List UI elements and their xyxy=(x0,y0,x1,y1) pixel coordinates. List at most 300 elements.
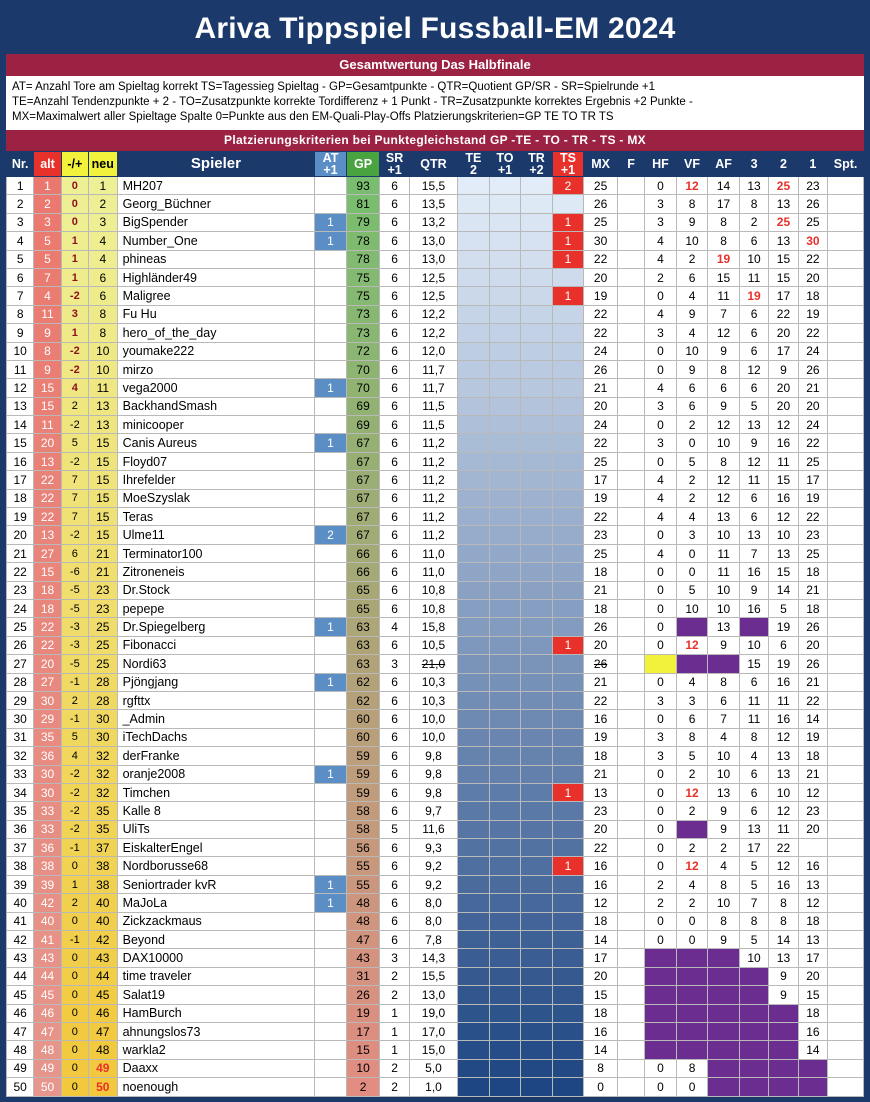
col-at-sub: +1 xyxy=(323,163,338,177)
cell-to xyxy=(489,655,521,673)
cell-2: 15 xyxy=(769,268,798,286)
cell-1: 23 xyxy=(798,177,827,195)
cell-sr: 6 xyxy=(380,636,409,654)
cell-to xyxy=(489,986,521,1004)
cell-te xyxy=(458,986,490,1004)
cell-spt xyxy=(828,636,864,654)
cell-3: 6 xyxy=(739,305,768,323)
cell-qtr: 12,2 xyxy=(409,305,457,323)
cell-tr xyxy=(521,287,553,305)
cell-af: 19 xyxy=(708,250,740,268)
cell-neu: 28 xyxy=(88,691,117,709)
cell-gp: 65 xyxy=(346,581,380,599)
cell-f xyxy=(617,508,644,526)
cell-diff: -1 xyxy=(61,673,88,691)
table-row xyxy=(7,324,864,342)
cell-3: 8 xyxy=(739,728,768,746)
cell-2: 13 xyxy=(769,747,798,765)
cell-spt xyxy=(828,765,864,783)
cell-to xyxy=(489,195,521,213)
cell-f xyxy=(617,232,644,250)
cell-af xyxy=(708,1059,740,1077)
cell-qtr: 8,0 xyxy=(409,894,457,912)
cell-mx: 14 xyxy=(584,1041,618,1059)
cell-mx: 22 xyxy=(584,250,618,268)
cell-nr: 26 xyxy=(7,636,34,654)
cell-name: iTechDachs xyxy=(117,728,315,746)
cell-3: 13 xyxy=(739,820,768,838)
cell-alt: 22 xyxy=(34,618,61,636)
cell-spt xyxy=(828,434,864,452)
cell-qtr: 13,0 xyxy=(409,250,457,268)
cell-gp: 15 xyxy=(346,1041,380,1059)
cell-diff: -2 xyxy=(61,452,88,470)
cell-af xyxy=(708,1004,740,1022)
cell-ts: 1 xyxy=(552,213,584,231)
cell-1: 26 xyxy=(798,360,827,378)
cell-nr: 21 xyxy=(7,544,34,562)
cell-3: 6 xyxy=(739,802,768,820)
cell-neu: 15 xyxy=(88,526,117,544)
cell-nr: 22 xyxy=(7,563,34,581)
table-row xyxy=(7,1041,864,1059)
cell-name: pepepe xyxy=(117,599,315,617)
cell-gp: 70 xyxy=(346,379,380,397)
cell-vf xyxy=(676,655,708,673)
cell-af: 10 xyxy=(708,581,740,599)
cell-nr: 32 xyxy=(7,747,34,765)
cell-qtr: 11,0 xyxy=(409,544,457,562)
col-ts-sub: +1 xyxy=(560,163,576,177)
cell-ts xyxy=(552,820,584,838)
cell-spt xyxy=(828,802,864,820)
cell-name: time traveler xyxy=(117,967,315,985)
cell-mx: 23 xyxy=(584,526,618,544)
cell-2: 19 xyxy=(769,618,798,636)
cell-3: 8 xyxy=(739,912,768,930)
cell-f xyxy=(617,287,644,305)
cell-spt xyxy=(828,526,864,544)
cell-te xyxy=(458,563,490,581)
cell-3: 10 xyxy=(739,250,768,268)
cell-af: 8 xyxy=(708,452,740,470)
cell-qtr: 9,2 xyxy=(409,857,457,875)
cell-name: Nordborusse68 xyxy=(117,857,315,875)
cell-af: 9 xyxy=(708,820,740,838)
cell-tr xyxy=(521,416,553,434)
cell-te xyxy=(458,250,490,268)
cell-alt: 47 xyxy=(34,1022,61,1040)
cell-name: warkla2 xyxy=(117,1041,315,1059)
cell-3: 9 xyxy=(739,581,768,599)
cell-2: 12 xyxy=(769,416,798,434)
cell-spt xyxy=(828,452,864,470)
cell-qtr: 11,0 xyxy=(409,563,457,581)
col-2: 2 xyxy=(769,152,798,177)
cell-mx: 25 xyxy=(584,452,618,470)
cell-neu: 30 xyxy=(88,710,117,728)
cell-alt: 9 xyxy=(34,360,61,378)
table-row xyxy=(7,783,864,801)
cell-sr: 6 xyxy=(380,765,409,783)
cell-alt: 39 xyxy=(34,875,61,893)
cell-ts xyxy=(552,728,584,746)
cell-alt: 36 xyxy=(34,839,61,857)
cell-name: oranje2008 xyxy=(117,765,315,783)
cell-1: 14 xyxy=(798,1041,827,1059)
cell-ts xyxy=(552,379,584,397)
cell-hf: 0 xyxy=(645,581,677,599)
cell-spt xyxy=(828,857,864,875)
cell-f xyxy=(617,1041,644,1059)
cell-af: 14 xyxy=(708,177,740,195)
cell-1: 12 xyxy=(798,783,827,801)
cell-at xyxy=(315,416,347,434)
col-1: 1 xyxy=(798,152,827,177)
cell-tr xyxy=(521,1022,553,1040)
cell-name: DAX10000 xyxy=(117,949,315,967)
cell-at xyxy=(315,581,347,599)
cell-diff: 0 xyxy=(61,949,88,967)
table-row xyxy=(7,986,864,1004)
cell-f xyxy=(617,931,644,949)
cell-spt xyxy=(828,655,864,673)
cell-ts xyxy=(552,1059,584,1077)
cell-nr: 1 xyxy=(7,177,34,195)
table-row xyxy=(7,747,864,765)
cell-sr: 6 xyxy=(380,452,409,470)
cell-mx: 25 xyxy=(584,544,618,562)
cell-te xyxy=(458,599,490,617)
cell-hf: 0 xyxy=(645,820,677,838)
cell-f xyxy=(617,599,644,617)
cell-hf: 4 xyxy=(645,471,677,489)
cell-af: 13 xyxy=(708,508,740,526)
cell-hf: 0 xyxy=(645,857,677,875)
cell-name: Highländer49 xyxy=(117,268,315,286)
cell-neu: 4 xyxy=(88,232,117,250)
cell-qtr: 11,2 xyxy=(409,471,457,489)
cell-te xyxy=(458,1078,490,1096)
cell-f xyxy=(617,986,644,1004)
cell-mx: 16 xyxy=(584,875,618,893)
cell-hf xyxy=(645,967,677,985)
cell-vf xyxy=(676,1004,708,1022)
col-af: AF xyxy=(708,152,740,177)
cell-1: 20 xyxy=(798,397,827,415)
cell-tr xyxy=(521,452,553,470)
cell-at xyxy=(315,544,347,562)
cell-sr: 2 xyxy=(380,986,409,1004)
cell-2: 11 xyxy=(769,820,798,838)
cell-diff: 1 xyxy=(61,268,88,286)
cell-af: 8 xyxy=(708,360,740,378)
cell-te xyxy=(458,1004,490,1022)
cell-at xyxy=(315,1004,347,1022)
cell-f xyxy=(617,894,644,912)
cell-nr: 46 xyxy=(7,1004,34,1022)
table-row xyxy=(7,875,864,893)
cell-spt xyxy=(828,379,864,397)
cell-at xyxy=(315,747,347,765)
col-sr-sub: +1 xyxy=(387,163,402,177)
cell-1: 24 xyxy=(798,416,827,434)
cell-ts xyxy=(552,195,584,213)
cell-diff: -1 xyxy=(61,839,88,857)
cell-3: 7 xyxy=(739,544,768,562)
cell-nr: 16 xyxy=(7,452,34,470)
cell-2: 5 xyxy=(769,599,798,617)
standings-table xyxy=(6,151,864,1097)
cell-alt: 15 xyxy=(34,379,61,397)
table-row xyxy=(7,544,864,562)
cell-mx: 21 xyxy=(584,379,618,397)
cell-to xyxy=(489,250,521,268)
cell-sr: 6 xyxy=(380,471,409,489)
cell-1: 18 xyxy=(798,912,827,930)
page-title: Ariva Tippspiel Fussball-EM 2024 xyxy=(6,6,864,54)
cell-f xyxy=(617,1004,644,1022)
cell-ts xyxy=(552,599,584,617)
cell-ts: 1 xyxy=(552,287,584,305)
cell-neu: 40 xyxy=(88,912,117,930)
table-row xyxy=(7,820,864,838)
cell-gp: 73 xyxy=(346,305,380,323)
cell-1: 19 xyxy=(798,305,827,323)
cell-diff: 0 xyxy=(61,195,88,213)
cell-2: 9 xyxy=(769,967,798,985)
cell-gp: 67 xyxy=(346,471,380,489)
cell-mx: 20 xyxy=(584,268,618,286)
cell-vf: 3 xyxy=(676,526,708,544)
cell-hf: 2 xyxy=(645,268,677,286)
cell-hf: 0 xyxy=(645,342,677,360)
cell-mx: 8 xyxy=(584,1059,618,1077)
cell-qtr: 13,5 xyxy=(409,195,457,213)
cell-neu: 1 xyxy=(88,177,117,195)
cell-vf: 4 xyxy=(676,324,708,342)
cell-to xyxy=(489,1059,521,1077)
cell-alt: 20 xyxy=(34,434,61,452)
cell-neu: 8 xyxy=(88,324,117,342)
cell-alt: 11 xyxy=(34,305,61,323)
cell-name: HamBurch xyxy=(117,1004,315,1022)
cell-sr: 4 xyxy=(380,618,409,636)
col-te-sub: 2 xyxy=(469,163,477,177)
cell-name: MoeSzyslak xyxy=(117,489,315,507)
cell-ts xyxy=(552,765,584,783)
cell-2: 8 xyxy=(769,894,798,912)
cell-vf: 5 xyxy=(676,581,708,599)
cell-name: _Admin xyxy=(117,710,315,728)
cell-1: 20 xyxy=(798,636,827,654)
cell-sr: 6 xyxy=(380,544,409,562)
cell-nr: 41 xyxy=(7,912,34,930)
cell-gp: 55 xyxy=(346,857,380,875)
col-tr-label: TR xyxy=(528,151,545,165)
cell-hf: 2 xyxy=(645,894,677,912)
cell-te xyxy=(458,710,490,728)
cell-tr xyxy=(521,1041,553,1059)
cell-nr: 43 xyxy=(7,949,34,967)
cell-qtr: 12,5 xyxy=(409,268,457,286)
cell-1: 22 xyxy=(798,508,827,526)
cell-to xyxy=(489,931,521,949)
cell-te xyxy=(458,912,490,930)
cell-name: Seniortrader kvR xyxy=(117,875,315,893)
cell-neu: 15 xyxy=(88,471,117,489)
cell-f xyxy=(617,268,644,286)
cell-to xyxy=(489,563,521,581)
cell-hf: 4 xyxy=(645,305,677,323)
cell-1: 22 xyxy=(798,691,827,709)
cell-nr: 19 xyxy=(7,508,34,526)
cell-af: 11 xyxy=(708,563,740,581)
cell-af: 10 xyxy=(708,434,740,452)
cell-hf: 0 xyxy=(645,416,677,434)
cell-2: 17 xyxy=(769,287,798,305)
cell-1 xyxy=(798,1078,827,1096)
cell-gp: 48 xyxy=(346,894,380,912)
cell-spt xyxy=(828,1004,864,1022)
cell-vf: 9 xyxy=(676,305,708,323)
cell-vf: 12 xyxy=(676,177,708,195)
cell-qtr: 1,0 xyxy=(409,1078,457,1096)
cell-to xyxy=(489,268,521,286)
cell-af: 4 xyxy=(708,857,740,875)
cell-qtr: 11,5 xyxy=(409,416,457,434)
table-row xyxy=(7,931,864,949)
cell-sr: 6 xyxy=(380,875,409,893)
cell-2: 12 xyxy=(769,857,798,875)
col-qtr: QTR xyxy=(409,152,457,177)
cell-diff: 1 xyxy=(61,232,88,250)
cell-at xyxy=(315,563,347,581)
cell-diff: -1 xyxy=(61,710,88,728)
cell-1: 21 xyxy=(798,379,827,397)
cell-spt xyxy=(828,839,864,857)
cell-nr: 18 xyxy=(7,489,34,507)
cell-at: 1 xyxy=(315,765,347,783)
cell-diff: 0 xyxy=(61,213,88,231)
cell-af: 10 xyxy=(708,747,740,765)
cell-te xyxy=(458,1041,490,1059)
cell-mx: 13 xyxy=(584,783,618,801)
cell-neu: 25 xyxy=(88,636,117,654)
cell-sr: 6 xyxy=(380,894,409,912)
cell-sr: 6 xyxy=(380,250,409,268)
cell-f xyxy=(617,379,644,397)
cell-gp: 60 xyxy=(346,728,380,746)
cell-2: 11 xyxy=(769,691,798,709)
table-row xyxy=(7,912,864,930)
cell-1: 18 xyxy=(798,599,827,617)
col-gp: GP xyxy=(346,152,380,177)
cell-diff: -2 xyxy=(61,287,88,305)
cell-to xyxy=(489,471,521,489)
cell-spt xyxy=(828,691,864,709)
cell-2: 10 xyxy=(769,783,798,801)
cell-3 xyxy=(739,967,768,985)
cell-3: 13 xyxy=(739,416,768,434)
cell-gp: 62 xyxy=(346,673,380,691)
cell-1: 12 xyxy=(798,894,827,912)
cell-name: Fibonacci xyxy=(117,636,315,654)
cell-tr xyxy=(521,783,553,801)
cell-f xyxy=(617,1022,644,1040)
cell-gp: 75 xyxy=(346,287,380,305)
cell-name: Beyond xyxy=(117,931,315,949)
col-spieler: Spieler xyxy=(117,152,315,177)
cell-to xyxy=(489,508,521,526)
cell-te xyxy=(458,1059,490,1077)
cell-spt xyxy=(828,673,864,691)
cell-af: 8 xyxy=(708,673,740,691)
cell-sr: 2 xyxy=(380,967,409,985)
cell-neu: 48 xyxy=(88,1041,117,1059)
cell-3: 5 xyxy=(739,931,768,949)
cell-gp: 72 xyxy=(346,342,380,360)
cell-te xyxy=(458,342,490,360)
cell-tr xyxy=(521,747,553,765)
cell-tr xyxy=(521,563,553,581)
cell-diff: 3 xyxy=(61,305,88,323)
cell-3: 16 xyxy=(739,563,768,581)
cell-af: 4 xyxy=(708,728,740,746)
cell-vf xyxy=(676,986,708,1004)
cell-hf: 3 xyxy=(645,324,677,342)
cell-at: 1 xyxy=(315,894,347,912)
cell-alt: 13 xyxy=(34,526,61,544)
cell-alt: 4 xyxy=(34,287,61,305)
cell-tr xyxy=(521,710,553,728)
cell-name: Nordi63 xyxy=(117,655,315,673)
cell-name: Fu Hu xyxy=(117,305,315,323)
cell-hf: 0 xyxy=(645,287,677,305)
cell-nr: 38 xyxy=(7,857,34,875)
cell-alt: 20 xyxy=(34,655,61,673)
cell-tr xyxy=(521,839,553,857)
cell-vf: 8 xyxy=(676,195,708,213)
cell-te xyxy=(458,324,490,342)
cell-vf: 12 xyxy=(676,857,708,875)
cell-spt xyxy=(828,287,864,305)
cell-1: 23 xyxy=(798,802,827,820)
cell-gp: 63 xyxy=(346,655,380,673)
cell-diff: 0 xyxy=(61,1022,88,1040)
cell-af: 8 xyxy=(708,875,740,893)
cell-hf: 0 xyxy=(645,452,677,470)
cell-alt: 45 xyxy=(34,986,61,1004)
cell-mx: 26 xyxy=(584,618,618,636)
cell-tr xyxy=(521,195,553,213)
cell-gp: 63 xyxy=(346,618,380,636)
cell-to xyxy=(489,728,521,746)
cell-at xyxy=(315,342,347,360)
cell-af xyxy=(708,1078,740,1096)
cell-qtr: 5,0 xyxy=(409,1059,457,1077)
cell-hf: 4 xyxy=(645,544,677,562)
cell-to xyxy=(489,747,521,765)
col-ts-label: TS xyxy=(560,151,576,165)
cell-spt xyxy=(828,931,864,949)
cell-vf: 4 xyxy=(676,287,708,305)
cell-alt: 41 xyxy=(34,931,61,949)
cell-1: 16 xyxy=(798,857,827,875)
cell-qtr: 13,2 xyxy=(409,213,457,231)
cell-alt: 9 xyxy=(34,324,61,342)
cell-te xyxy=(458,544,490,562)
